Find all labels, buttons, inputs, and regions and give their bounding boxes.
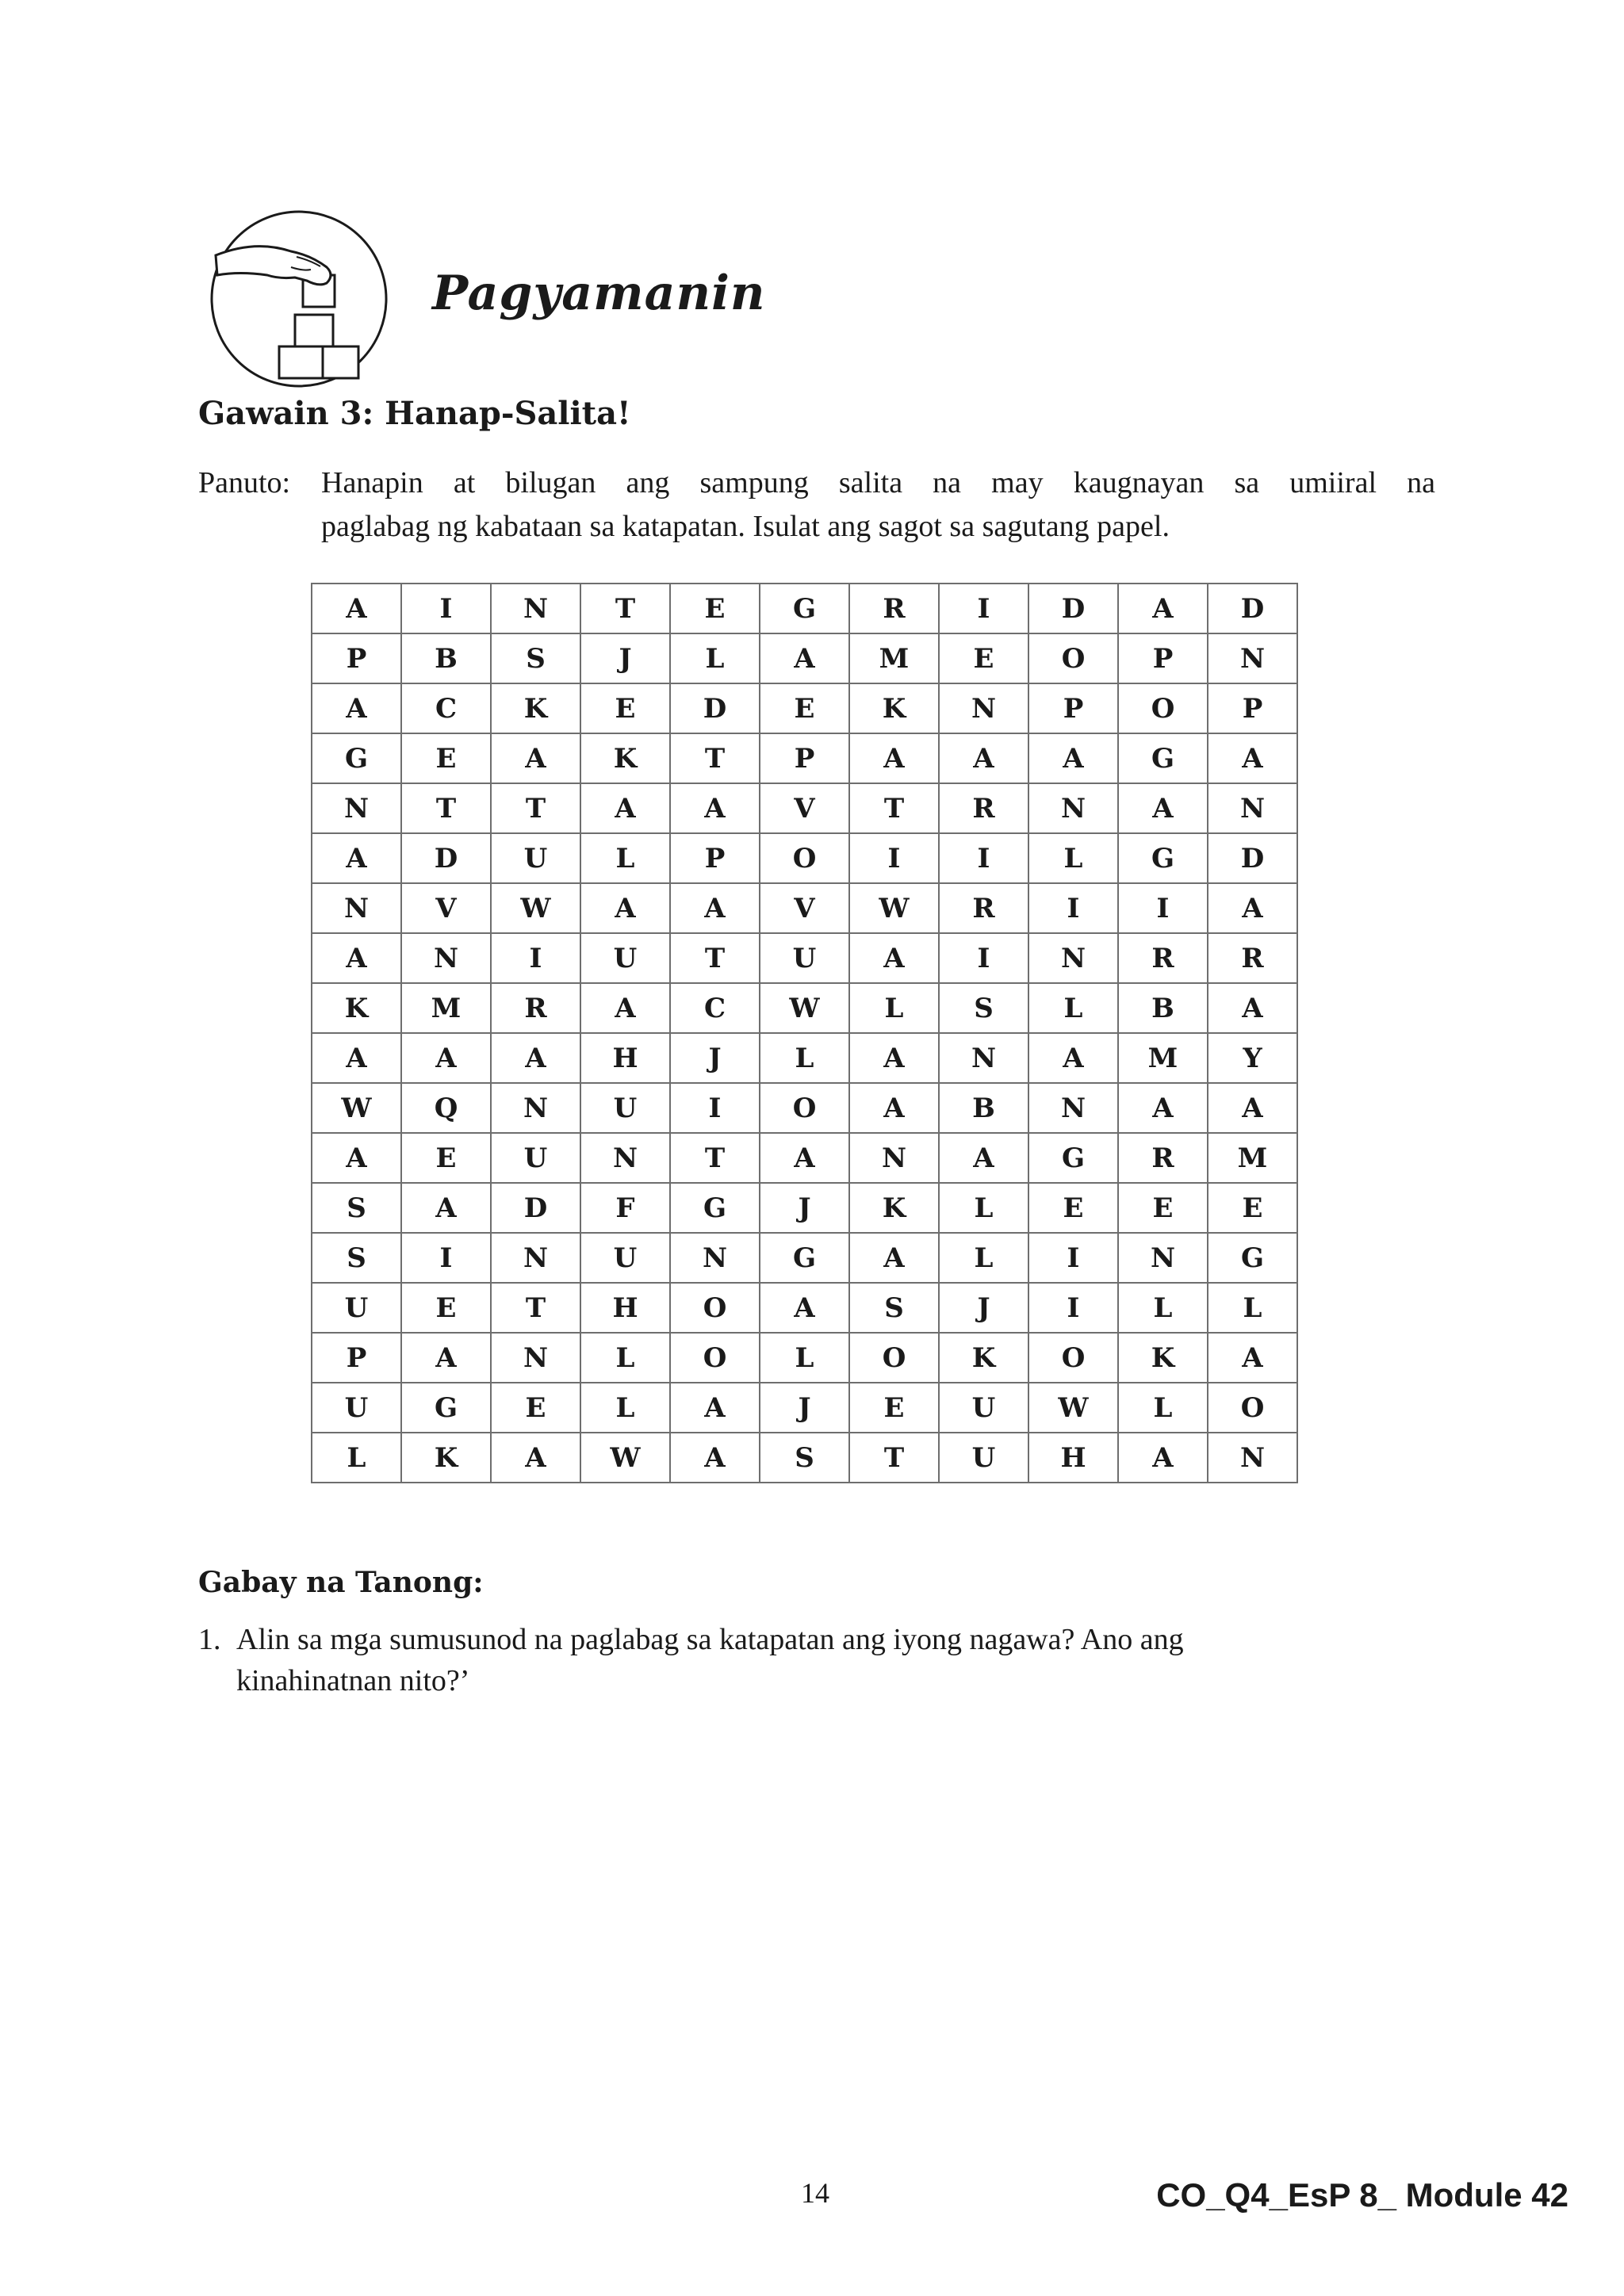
instructions xyxy=(198,461,1435,549)
grid-cell[interactable]: O xyxy=(760,1083,849,1133)
grid-cell[interactable]: A xyxy=(491,733,580,783)
hand-stacking-blocks-icon xyxy=(208,208,390,390)
grid-cell[interactable]: A xyxy=(1118,783,1208,833)
grid-cell[interactable]: A xyxy=(312,833,401,883)
grid-cell[interactable]: E xyxy=(760,683,849,733)
grid-cell[interactable]: K xyxy=(939,1333,1028,1383)
grid-cell[interactable]: O xyxy=(849,1333,939,1383)
grid-cell[interactable]: S xyxy=(491,633,580,683)
grid-cell[interactable]: A xyxy=(670,1433,760,1483)
grid-cell[interactable]: V xyxy=(760,883,849,933)
grid-row xyxy=(312,833,1297,883)
grid-cell[interactable]: M xyxy=(1118,1033,1208,1083)
grid-cell[interactable]: A xyxy=(1208,983,1297,1033)
grid-cell[interactable]: V xyxy=(401,883,491,933)
grid-cell[interactable]: L xyxy=(760,1033,849,1083)
grid-cell[interactable]: A xyxy=(849,1083,939,1133)
grid-cell[interactable]: T xyxy=(670,733,760,783)
grid-cell[interactable]: P xyxy=(1118,633,1208,683)
grid-cell[interactable]: E xyxy=(401,1133,491,1183)
grid-cell[interactable]: B xyxy=(1118,983,1208,1033)
grid-cell[interactable]: A xyxy=(312,683,401,733)
grid-cell[interactable]: E xyxy=(401,1283,491,1333)
grid-cell[interactable]: A xyxy=(312,1033,401,1083)
grid-cell[interactable]: L xyxy=(760,1333,849,1383)
grid-cell[interactable]: H xyxy=(580,1283,670,1333)
grid-cell[interactable]: N xyxy=(939,683,1028,733)
grid-cell[interactable]: P xyxy=(760,733,849,783)
grid-cell[interactable]: W xyxy=(760,983,849,1033)
grid-cell[interactable]: E xyxy=(1118,1183,1208,1233)
grid-cell[interactable]: T xyxy=(491,1283,580,1333)
grid-cell[interactable]: A xyxy=(849,1033,939,1083)
grid-cell[interactable]: G xyxy=(1208,1233,1297,1283)
grid-cell[interactable]: J xyxy=(939,1283,1028,1333)
page-number: 14 xyxy=(801,2177,829,2209)
grid-cell[interactable]: I xyxy=(1028,883,1118,933)
grid-cell[interactable]: O xyxy=(1118,683,1208,733)
grid-cell[interactable]: G xyxy=(760,584,849,633)
grid-cell[interactable]: A xyxy=(760,633,849,683)
grid-cell[interactable]: Y xyxy=(1208,1033,1297,1083)
grid-cell[interactable]: O xyxy=(1028,633,1118,683)
grid-cell[interactable]: A xyxy=(1118,584,1208,633)
grid-cell[interactable]: I xyxy=(939,933,1028,983)
grid-cell[interactable]: U xyxy=(312,1283,401,1333)
grid-cell[interactable]: N xyxy=(580,1133,670,1183)
grid-cell[interactable]: L xyxy=(580,1383,670,1433)
grid-cell[interactable]: H xyxy=(1028,1433,1118,1483)
grid-cell[interactable]: J xyxy=(760,1383,849,1433)
grid-cell[interactable]: D xyxy=(401,833,491,883)
grid-cell[interactable]: N xyxy=(491,1233,580,1283)
grid-cell[interactable]: A xyxy=(760,1133,849,1183)
grid-cell[interactable]: O xyxy=(670,1333,760,1383)
grid-cell[interactable]: G xyxy=(1028,1133,1118,1183)
grid-cell[interactable]: N xyxy=(670,1233,760,1283)
grid-cell[interactable]: R xyxy=(939,883,1028,933)
grid-row xyxy=(312,633,1297,683)
grid-cell[interactable]: A xyxy=(670,1383,760,1433)
grid-cell[interactable]: E xyxy=(1208,1183,1297,1233)
grid-cell[interactable]: N xyxy=(1028,933,1118,983)
grid-row xyxy=(312,983,1297,1033)
grid-cell[interactable]: U xyxy=(312,1383,401,1433)
grid-cell[interactable]: A xyxy=(312,933,401,983)
grid-cell[interactable]: U xyxy=(580,933,670,983)
grid-cell[interactable]: S xyxy=(939,983,1028,1033)
grid-cell[interactable]: A xyxy=(1118,1083,1208,1133)
grid-cell[interactable]: P xyxy=(1208,683,1297,733)
grid-cell[interactable]: A xyxy=(1118,1433,1208,1483)
grid-cell[interactable]: M xyxy=(401,983,491,1033)
grid-cell[interactable]: A xyxy=(312,584,401,633)
grid-cell[interactable]: R xyxy=(849,584,939,633)
grid-cell[interactable]: E xyxy=(491,1383,580,1433)
grid-cell[interactable]: A xyxy=(401,1333,491,1383)
grid-cell[interactable]: N xyxy=(849,1133,939,1183)
grid-cell[interactable]: L xyxy=(312,1433,401,1483)
grid-cell[interactable]: N xyxy=(1028,1083,1118,1133)
grid-row xyxy=(312,683,1297,733)
grid-cell[interactable]: O xyxy=(1028,1333,1118,1383)
grid-cell[interactable]: I xyxy=(1028,1283,1118,1333)
grid-cell[interactable]: F xyxy=(580,1183,670,1233)
grid-cell[interactable]: T xyxy=(401,783,491,833)
grid-cell[interactable]: A xyxy=(1028,733,1118,783)
instructions-line-1: Hanapin at bilugan ang sampung salita na may kaugnayan sa umiiral na xyxy=(321,466,1435,499)
grid-cell[interactable]: S xyxy=(312,1183,401,1233)
grid-row xyxy=(312,783,1297,833)
grid-cell[interactable]: L xyxy=(1028,983,1118,1033)
grid-cell[interactable]: D xyxy=(1028,584,1118,633)
grid-row xyxy=(312,1033,1297,1083)
grid-cell[interactable]: G xyxy=(1118,833,1208,883)
grid-cell[interactable]: T xyxy=(580,584,670,633)
grid-cell[interactable]: E xyxy=(670,584,760,633)
question-line-1: Alin sa mga sumusunod na paglabag sa katapatan ang iyong nagawa? Ano ang xyxy=(236,1623,1184,1656)
grid-cell[interactable]: L xyxy=(849,983,939,1033)
grid-cell[interactable]: R xyxy=(491,983,580,1033)
grid-cell[interactable]: W xyxy=(1028,1383,1118,1433)
grid-cell[interactable]: A xyxy=(401,1033,491,1083)
grid-cell[interactable]: U xyxy=(491,1133,580,1183)
module-code: CO_Q4_EsP 8_ Module 42 xyxy=(1156,2176,1568,2214)
grid-cell[interactable]: N xyxy=(1208,1433,1297,1483)
grid-row xyxy=(312,1233,1297,1283)
grid-cell[interactable]: D xyxy=(491,1183,580,1233)
grid-row xyxy=(312,1333,1297,1383)
word-search-grid xyxy=(311,583,1298,1483)
grid-cell[interactable]: W xyxy=(849,883,939,933)
grid-cell[interactable]: D xyxy=(1208,833,1297,883)
grid-row xyxy=(312,1433,1297,1483)
grid-cell[interactable]: A xyxy=(939,733,1028,783)
grid-cell[interactable]: G xyxy=(760,1233,849,1283)
grid-row xyxy=(312,584,1297,633)
grid-cell[interactable]: T xyxy=(491,783,580,833)
grid-cell[interactable]: N xyxy=(1028,783,1118,833)
grid-cell[interactable]: D xyxy=(1208,584,1297,633)
grid-cell[interactable]: G xyxy=(312,733,401,783)
grid-cell[interactable]: G xyxy=(401,1383,491,1433)
grid-cell[interactable]: N xyxy=(491,1083,580,1133)
grid-cell[interactable]: U xyxy=(580,1083,670,1133)
grid-cell[interactable]: A xyxy=(491,1033,580,1083)
grid-cell[interactable]: L xyxy=(1028,833,1118,883)
grid-cell[interactable]: N xyxy=(312,783,401,833)
grid-cell[interactable]: U xyxy=(939,1383,1028,1433)
grid-cell[interactable]: T xyxy=(849,1433,939,1483)
grid-cell[interactable]: U xyxy=(939,1433,1028,1483)
instructions-line-2: paglabag ng kabataan sa katapatan. Isulat ang sagot sa sagutang papel. xyxy=(321,510,1170,543)
grid-cell[interactable]: N xyxy=(1118,1233,1208,1283)
grid-cell[interactable]: I xyxy=(491,933,580,983)
grid-cell[interactable]: N xyxy=(1208,633,1297,683)
grid-cell[interactable]: E xyxy=(1028,1183,1118,1233)
grid-cell[interactable]: P xyxy=(312,633,401,683)
grid-cell[interactable]: A xyxy=(312,1133,401,1183)
activity-title: Gawain 3: Hanap-Salita! xyxy=(198,395,631,432)
grid-cell[interactable]: M xyxy=(849,633,939,683)
grid-cell[interactable]: U xyxy=(760,933,849,983)
grid-cell[interactable]: A xyxy=(1208,733,1297,783)
grid-cell[interactable]: A xyxy=(580,783,670,833)
grid-cell[interactable]: I xyxy=(1028,1233,1118,1283)
grid-cell[interactable]: I xyxy=(939,584,1028,633)
grid-cell[interactable]: N xyxy=(1208,783,1297,833)
guide-heading: Gabay na Tanong: xyxy=(198,1566,484,1599)
grid-cell[interactable]: L xyxy=(939,1233,1028,1283)
grid-cell[interactable]: I xyxy=(1118,883,1208,933)
grid-cell[interactable]: C xyxy=(401,683,491,733)
grid-row xyxy=(312,1183,1297,1233)
grid-cell[interactable]: O xyxy=(1208,1383,1297,1433)
grid-cell[interactable]: A xyxy=(1208,1083,1297,1133)
grid-cell[interactable]: A xyxy=(1028,1033,1118,1083)
grid-cell[interactable]: A xyxy=(760,1283,849,1333)
grid-cell[interactable]: A xyxy=(849,1233,939,1283)
grid-cell[interactable]: L xyxy=(1118,1283,1208,1333)
grid-cell[interactable]: L xyxy=(580,833,670,883)
grid-cell[interactable]: I xyxy=(670,1083,760,1133)
grid-row xyxy=(312,883,1297,933)
section-title: Pagyamanin xyxy=(432,266,766,321)
grid-cell[interactable]: D xyxy=(670,683,760,733)
grid-cell[interactable]: N xyxy=(401,933,491,983)
grid-cell[interactable]: C xyxy=(670,983,760,1033)
grid-cell[interactable]: T xyxy=(670,933,760,983)
question-line-2: kinahinatnan nito?’ xyxy=(236,1664,470,1697)
grid-cell[interactable]: O xyxy=(760,833,849,883)
grid-cell[interactable]: E xyxy=(401,733,491,783)
grid-cell[interactable]: K xyxy=(1118,1333,1208,1383)
grid-cell[interactable]: K xyxy=(849,683,939,733)
grid-row xyxy=(312,733,1297,783)
grid-cell[interactable]: M xyxy=(1208,1133,1297,1183)
grid-cell[interactable]: N xyxy=(491,1333,580,1383)
grid-cell[interactable]: O xyxy=(670,1283,760,1333)
grid-cell[interactable]: E xyxy=(849,1383,939,1433)
grid-cell[interactable]: R xyxy=(1118,933,1208,983)
grid-cell[interactable]: A xyxy=(849,933,939,983)
grid-cell[interactable]: E xyxy=(580,683,670,733)
grid-cell[interactable]: V xyxy=(760,783,849,833)
grid-cell[interactable]: P xyxy=(312,1333,401,1383)
grid-cell[interactable]: W xyxy=(580,1433,670,1483)
question-number: 1. xyxy=(198,1623,221,1656)
grid-cell[interactable]: J xyxy=(670,1033,760,1083)
grid-cell[interactable]: J xyxy=(580,633,670,683)
grid-cell[interactable]: A xyxy=(491,1433,580,1483)
grid-row xyxy=(312,1283,1297,1333)
grid-cell[interactable]: A xyxy=(849,733,939,783)
grid-cell[interactable]: A xyxy=(939,1133,1028,1183)
guide-question-1 xyxy=(198,1619,1435,1701)
grid-cell[interactable]: L xyxy=(1118,1383,1208,1433)
grid-cell[interactable]: I xyxy=(939,833,1028,883)
grid-cell[interactable]: S xyxy=(849,1283,939,1333)
grid-cell[interactable]: B xyxy=(401,633,491,683)
grid-cell[interactable]: N xyxy=(312,883,401,933)
grid-row xyxy=(312,933,1297,983)
grid-cell[interactable]: W xyxy=(312,1083,401,1133)
grid-row xyxy=(312,1083,1297,1133)
grid-cell[interactable]: N xyxy=(939,1033,1028,1083)
instructions-label: Panuto: xyxy=(198,466,291,499)
grid-cell[interactable]: L xyxy=(670,633,760,683)
grid-cell[interactable]: Q xyxy=(401,1083,491,1133)
grid-cell[interactable]: P xyxy=(1028,683,1118,733)
grid-cell[interactable]: K xyxy=(491,683,580,733)
grid-cell[interactable]: H xyxy=(580,1033,670,1083)
grid-cell[interactable]: I xyxy=(401,1233,491,1283)
grid-cell[interactable]: P xyxy=(670,833,760,883)
grid-cell[interactable]: B xyxy=(939,1083,1028,1133)
grid-cell[interactable]: U xyxy=(491,833,580,883)
grid-cell[interactable]: R xyxy=(1118,1133,1208,1183)
word-search-table xyxy=(311,583,1298,1483)
grid-cell[interactable]: E xyxy=(939,633,1028,683)
grid-cell[interactable]: K xyxy=(401,1433,491,1483)
grid-cell[interactable]: W xyxy=(491,883,580,933)
grid-row xyxy=(312,1133,1297,1183)
grid-cell[interactable]: K xyxy=(849,1183,939,1233)
grid-cell[interactable]: K xyxy=(312,983,401,1033)
grid-cell[interactable]: R xyxy=(1208,933,1297,983)
grid-cell[interactable]: K xyxy=(580,733,670,783)
grid-cell[interactable]: A xyxy=(1208,1333,1297,1383)
grid-cell[interactable]: A xyxy=(401,1183,491,1233)
grid-cell[interactable]: T xyxy=(849,783,939,833)
grid-cell[interactable]: L xyxy=(939,1183,1028,1233)
grid-cell[interactable]: L xyxy=(580,1333,670,1383)
grid-cell[interactable]: G xyxy=(1118,733,1208,783)
grid-cell[interactable]: R xyxy=(939,783,1028,833)
grid-cell[interactable]: A xyxy=(670,783,760,833)
grid-cell[interactable]: N xyxy=(491,584,580,633)
grid-cell[interactable]: L xyxy=(1208,1283,1297,1333)
grid-cell[interactable]: S xyxy=(760,1433,849,1483)
grid-row xyxy=(312,1383,1297,1433)
grid-cell[interactable]: I xyxy=(849,833,939,883)
grid-cell[interactable]: S xyxy=(312,1233,401,1283)
grid-cell[interactable]: U xyxy=(580,1233,670,1283)
grid-cell[interactable]: I xyxy=(401,584,491,633)
grid-cell[interactable]: T xyxy=(670,1133,760,1183)
grid-cell[interactable]: G xyxy=(670,1183,760,1233)
grid-cell[interactable]: A xyxy=(670,883,760,933)
grid-cell[interactable]: A xyxy=(1208,883,1297,933)
grid-cell[interactable]: J xyxy=(760,1183,849,1233)
grid-cell[interactable]: A xyxy=(580,983,670,1033)
grid-cell[interactable]: A xyxy=(580,883,670,933)
